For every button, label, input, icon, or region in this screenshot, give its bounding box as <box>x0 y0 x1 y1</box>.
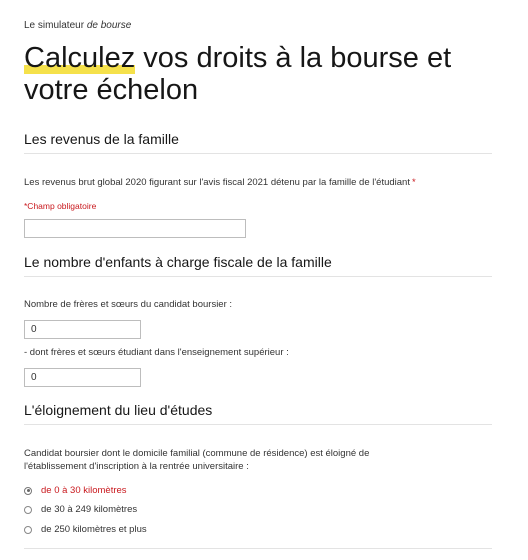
radio-unchecked-icon <box>24 506 32 514</box>
required-star: * <box>411 177 416 188</box>
section-divider <box>24 548 492 549</box>
required-note: *Champ obligatoire <box>24 201 97 211</box>
etudiants-input[interactable]: 0 <box>24 368 141 387</box>
revenus-label <box>24 177 416 188</box>
revenus-input[interactable] <box>24 219 246 238</box>
eloignement-label-line2: l'établissement d'inscription à la rentrée universitaire : <box>24 461 249 472</box>
radio-option-0-30km[interactable] <box>24 485 127 496</box>
section-title-enfants: Le nombre d'enfants à charge fiscale de la famille <box>24 254 492 277</box>
radio-label: de 250 kilomètres et plus <box>41 524 147 535</box>
radio-label: de 0 à 30 kilomètres <box>41 485 127 496</box>
freres-input[interactable]: 0 <box>24 320 141 339</box>
title-highlight: Calculez <box>24 42 136 74</box>
radio-option-250km-plus[interactable] <box>24 524 147 535</box>
section-title-eloignement: L'éloignement du lieu d'études <box>24 402 492 425</box>
freres-label: Nombre de frères et sœurs du candidat boursier : <box>24 299 233 310</box>
eyebrow-prefix: Le simulateur <box>24 20 85 31</box>
radio-unchecked-icon <box>24 526 32 534</box>
radio-option-30-249km[interactable] <box>24 504 137 515</box>
title-rest: vos droits à la bourse et votre échelon <box>24 42 452 106</box>
radio-label: de 30 à 249 kilomètres <box>41 504 138 515</box>
revenus-label-text: Les revenus brut global 2020 figurant sur l'avis fiscal 2021 détenu par la famille de l'étudiant <box>24 177 410 188</box>
eyebrow <box>24 20 131 31</box>
radio-checked-icon <box>24 487 32 495</box>
eyebrow-emphasis: de bourse <box>86 20 132 31</box>
page-title <box>24 42 504 106</box>
eloignement-label-line1: Candidat boursier dont le domicile familial (commune de résidence) est éloigné de <box>24 448 370 459</box>
section-title-revenus: Les revenus de la famille <box>24 131 492 154</box>
etudiants-label: - dont frères et sœurs étudiant dans l'enseignement supérieur : <box>24 347 289 358</box>
